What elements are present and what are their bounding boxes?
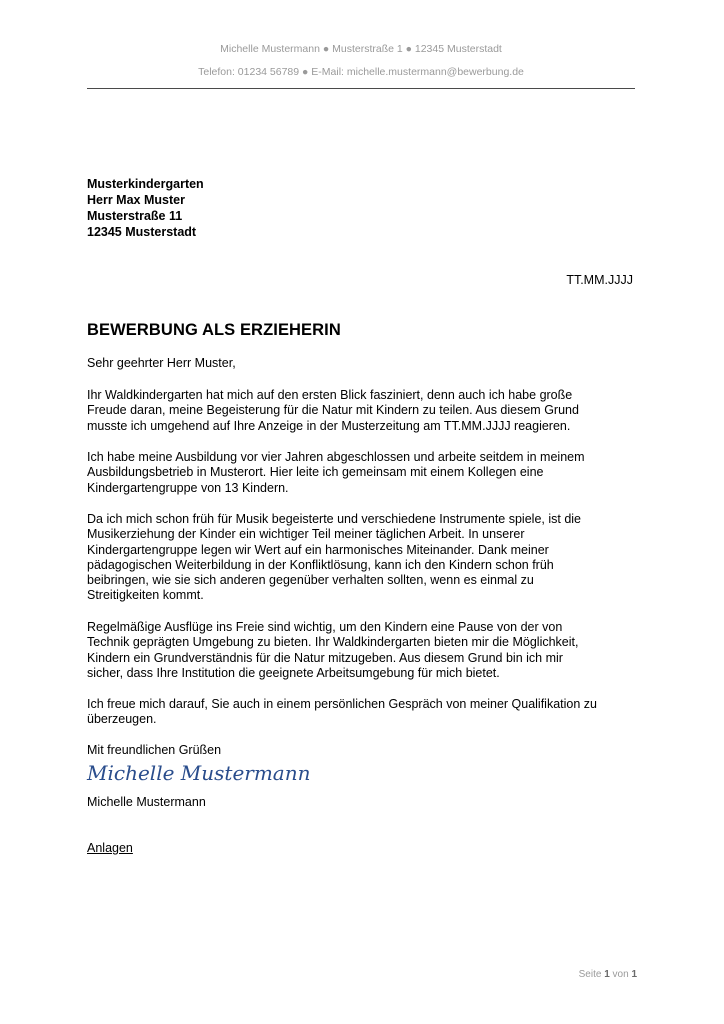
paragraph-line: Da ich mich schon früh für Musik begeisterte und verschiedene Instrumente spiele, ist die [87, 512, 581, 526]
recipient-city: 12345 Musterstadt [87, 225, 197, 239]
recipient-name: Musterkindergarten [87, 177, 204, 191]
paragraph-line: Freude daran, meine Begeisterung für die Natur mit Kindern zu teilen. Aus diesem Grund [87, 403, 579, 418]
paragraph-line: Regelmäßige Ausflüge ins Freie sind wichtig, um den Kindern eine Pause von der von [87, 620, 563, 634]
paragraph-line: Ihr Waldkindergarten hat mich auf den ersten Blick fasziniert, denn auch ich habe große [87, 388, 573, 402]
attachments-label: Anlagen [87, 841, 133, 855]
paragraph-5 [87, 697, 647, 728]
handwritten-signature: Michelle Mustermann [87, 761, 311, 785]
recipient-contact: Herr Max Muster [87, 193, 185, 207]
header-divider [87, 88, 635, 89]
recipient-address [87, 176, 204, 240]
paragraph-line: pädagogischen Weiterbildung in der Konfliktlösung, kann ich den Kindern schon früh [87, 557, 554, 572]
paragraph-line: Ich freue mich darauf, Sie auch in einem persönlichen Gespräch von meiner Qualifikation zu [87, 697, 597, 711]
paragraph-line: Kindergartengruppe von 13 Kindern. [87, 480, 289, 495]
paragraph-line: Ich habe meine Ausbildung vor vier Jahren abgeschlossen und arbeite seitdem in meinem [87, 450, 585, 464]
salutation: Sehr geehrter Herr Muster, [87, 356, 236, 370]
total-pages: 1 [631, 969, 637, 980]
paragraph-3 [87, 512, 647, 604]
paragraph-1 [87, 388, 647, 434]
paragraph-line: Kindergartengruppe legen wir Wert auf ein harmonisches Miteinander. Dank meiner [87, 542, 549, 557]
paragraph-line: sicher, dass Ihre Institution die geeignete Arbeitsumgebung für mich bietet. [87, 665, 500, 680]
paragraph-line: überzeugen. [87, 712, 157, 727]
page-number-footer: Seite 1 von 1 [578, 969, 637, 980]
sender-contact-line: Telefon: 01234 56789 ● E-Mail: michelle.mustermann@bewerbung.de [198, 66, 524, 78]
paragraph-line: Technik geprägten Umgebung zu bieten. Ihr Waldkindergarten bieten mir die Möglichkeit, [87, 635, 579, 650]
paragraph-line: beibringen, wie sie sich anderen gegenüber verhalten sollten, wenn es einmal zu [87, 573, 534, 588]
signer-name: Michelle Mustermann [87, 795, 206, 809]
recipient-street: Musterstraße 11 [87, 209, 183, 223]
paragraph-line: Streitigkeiten kommt. [87, 588, 204, 603]
paragraph-line: Ausbildungsbetrieb in Musterort. Hier leite ich gemeinsam mit einem Kollegen eine [87, 465, 544, 480]
letter-subject: BEWERBUNG ALS ERZIEHERIN [87, 321, 341, 339]
paragraph-2 [87, 450, 647, 496]
paragraph-4 [87, 620, 647, 681]
sender-address-line: Michelle Mustermann ● Musterstraße 1 ● 12345 Musterstadt [220, 43, 502, 55]
letter-date: TT.MM.JJJJ [566, 273, 633, 287]
closing-phrase: Mit freundlichen Grüßen [87, 743, 222, 757]
paragraph-line: musste ich umgehend auf Ihre Anzeige in der Musterzeitung am TT.MM.JJJJ reagieren. [87, 418, 571, 433]
current-page: 1 [604, 969, 610, 980]
paragraph-line: Musikerziehung der Kinder ein wichtiger Teil meiner täglichen Arbeit. In unserer [87, 527, 525, 542]
paragraph-line: Kindern ein Grundverständnis für die Natur mitzugeben. Aus diesem Grund bin ich mir [87, 650, 563, 665]
